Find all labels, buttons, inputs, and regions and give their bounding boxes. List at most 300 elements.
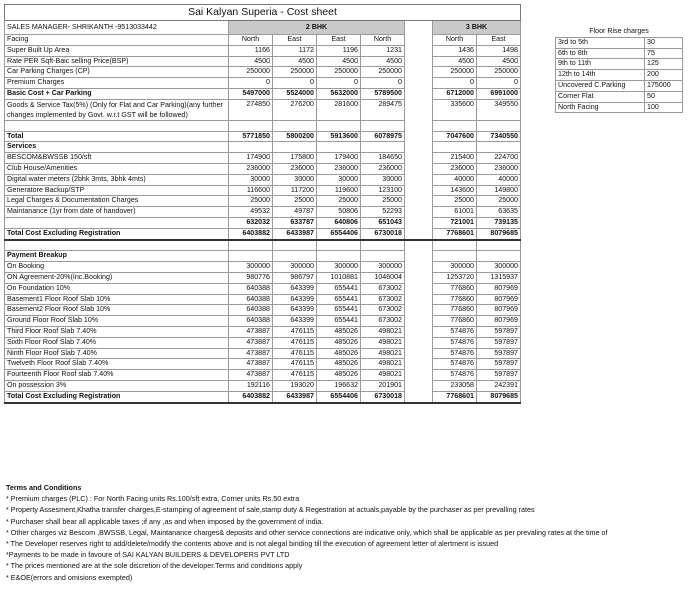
value-cell: 6554406 bbox=[317, 391, 361, 402]
value-cell: 30000 bbox=[273, 174, 317, 185]
value-cell: 473887 bbox=[229, 337, 273, 348]
value-cell: 574876 bbox=[433, 326, 477, 337]
floor-rise-panel bbox=[555, 27, 683, 113]
value-cell: 597897 bbox=[477, 370, 521, 381]
column-gap bbox=[405, 21, 433, 35]
value-cell: 986797 bbox=[273, 272, 317, 283]
value-cell: 116600 bbox=[229, 185, 273, 196]
service-row bbox=[5, 185, 521, 196]
value-cell: 236000 bbox=[477, 163, 521, 174]
value-cell: 1315937 bbox=[477, 272, 521, 283]
value-cell: 632032 bbox=[229, 217, 273, 228]
value-cell: 1172 bbox=[273, 45, 317, 56]
floor-rise-label: 9th to 11th bbox=[556, 59, 645, 70]
value-cell: 25000 bbox=[229, 196, 273, 207]
value-cell: 250000 bbox=[273, 67, 317, 78]
value-cell: 0 bbox=[229, 78, 273, 89]
floor-rise-label: 6th to 8th bbox=[556, 48, 645, 59]
value-cell: 49787 bbox=[273, 207, 317, 218]
column-gap bbox=[405, 272, 433, 283]
title-row bbox=[5, 5, 521, 21]
value-cell: 574876 bbox=[433, 359, 477, 370]
column-gap bbox=[405, 120, 433, 131]
sales-manager: SALES MANAGER- SHRIKANTH -9513033442 bbox=[5, 21, 229, 35]
value-cell: 193020 bbox=[273, 380, 317, 391]
value-cell: 807969 bbox=[477, 283, 521, 294]
row-label: Ninth Floor Roof Slab 7.40% bbox=[5, 348, 229, 359]
value-cell: 807969 bbox=[477, 316, 521, 327]
value-cell: 7047600 bbox=[433, 131, 477, 142]
row-label: Ground Floor Roof Slab 10% bbox=[5, 316, 229, 327]
empty-cell bbox=[361, 240, 405, 251]
sheet-title: Sai Kalyan Superia - Cost sheet bbox=[5, 5, 521, 21]
empty-cell bbox=[477, 142, 521, 153]
column-gap bbox=[405, 228, 433, 239]
value-cell: 633787 bbox=[273, 217, 317, 228]
value-cell: 5497000 bbox=[229, 88, 273, 99]
empty-cell bbox=[229, 120, 273, 131]
value-cell: 5524000 bbox=[273, 88, 317, 99]
column-gap bbox=[405, 326, 433, 337]
column-gap bbox=[405, 294, 433, 305]
cost-row bbox=[5, 45, 521, 56]
payment-row bbox=[5, 380, 521, 391]
column-gap bbox=[405, 78, 433, 89]
value-cell: 184650 bbox=[361, 153, 405, 164]
empty-cell bbox=[273, 142, 317, 153]
column-gap bbox=[405, 217, 433, 228]
value-cell: 776860 bbox=[433, 294, 477, 305]
value-cell: 776860 bbox=[433, 283, 477, 294]
row-label: On Booking bbox=[5, 262, 229, 273]
value-cell: 485026 bbox=[317, 326, 361, 337]
value-cell: 4500 bbox=[317, 56, 361, 67]
value-cell: 5789500 bbox=[361, 88, 405, 99]
value-cell: 0 bbox=[477, 78, 521, 89]
value-cell: 673002 bbox=[361, 305, 405, 316]
value-cell: 25000 bbox=[477, 196, 521, 207]
payment-row bbox=[5, 337, 521, 348]
payment-row bbox=[5, 348, 521, 359]
value-cell: 30000 bbox=[361, 174, 405, 185]
floor-rise-label: 12th to 14th bbox=[556, 70, 645, 81]
column-gap bbox=[405, 380, 433, 391]
floor-rise-label: 3rd to 5th bbox=[556, 37, 645, 48]
value-cell: 0 bbox=[317, 78, 361, 89]
value-cell: 8079685 bbox=[477, 228, 521, 239]
value-cell: 0 bbox=[433, 78, 477, 89]
group-header-row bbox=[5, 21, 521, 35]
value-cell: 236000 bbox=[361, 163, 405, 174]
row-label: Twelveth Floor Roof Slab 7.40% bbox=[5, 359, 229, 370]
value-cell: 300000 bbox=[477, 262, 521, 273]
row-label: Sixth Floor Roof Slab 7.40% bbox=[5, 337, 229, 348]
section-label: Services bbox=[5, 142, 229, 153]
value-cell: 1436 bbox=[433, 45, 477, 56]
cost-table bbox=[4, 4, 521, 404]
value-cell: 25000 bbox=[433, 196, 477, 207]
column-gap bbox=[405, 262, 433, 273]
empty-cell bbox=[477, 251, 521, 262]
value-cell: 498021 bbox=[361, 359, 405, 370]
row-label: Super Built Up Area bbox=[5, 45, 229, 56]
column-gap bbox=[405, 142, 433, 153]
column-gap bbox=[405, 131, 433, 142]
value-cell: 643399 bbox=[273, 305, 317, 316]
facing-cell: North bbox=[229, 35, 273, 46]
value-cell: 776860 bbox=[433, 316, 477, 327]
value-cell: 6712000 bbox=[433, 88, 477, 99]
terms-item: * Other charges viz Bescom ,BWSSB, Legal, Maintanance charges& deposits and other service connections are indicative only, which shall be applicable as per prevaling rates at the time of bbox=[6, 527, 608, 537]
row-label: Premium Charges bbox=[5, 78, 229, 89]
floor-rise-row bbox=[556, 48, 683, 59]
value-cell: 250000 bbox=[229, 67, 273, 78]
facing-row bbox=[5, 35, 521, 46]
floor-rise-label: North Facing bbox=[556, 102, 645, 113]
payment-row bbox=[5, 272, 521, 283]
value-cell: 179400 bbox=[317, 153, 361, 164]
empty-cell bbox=[5, 240, 229, 251]
value-cell: 30000 bbox=[229, 174, 273, 185]
floor-rise-label: Corner Flat bbox=[556, 91, 645, 102]
column-gap bbox=[405, 283, 433, 294]
value-cell: 643399 bbox=[273, 316, 317, 327]
value-cell: 5800200 bbox=[273, 131, 317, 142]
value-cell: 143600 bbox=[433, 185, 477, 196]
column-gap bbox=[405, 56, 433, 67]
value-cell: 476115 bbox=[273, 326, 317, 337]
value-cell: 201901 bbox=[361, 380, 405, 391]
column-gap bbox=[405, 67, 433, 78]
cost-row bbox=[5, 56, 521, 67]
value-cell: 0 bbox=[361, 78, 405, 89]
value-cell: 807969 bbox=[477, 294, 521, 305]
value-cell: 640388 bbox=[229, 283, 273, 294]
payment-row bbox=[5, 326, 521, 337]
facing-cell: North bbox=[433, 35, 477, 46]
value-cell: 349550 bbox=[477, 99, 521, 120]
value-cell: 498021 bbox=[361, 326, 405, 337]
row-label: Club House/Amenities bbox=[5, 163, 229, 174]
value-cell: 6991000 bbox=[477, 88, 521, 99]
gst-row bbox=[5, 99, 521, 120]
services-total-row bbox=[5, 217, 521, 228]
terms-item: *Payments to be made in favoure of SAI KALYAN BUILDERS & DEVELOPERS PVT LTD bbox=[6, 550, 290, 560]
terms-item: * Property Assesment,Khatha transfer charges,E-stamping of agreement of sale,stamp duty & Regestration at actuals,payable by the purchaser as per prevalling rates bbox=[6, 505, 535, 515]
payment-row bbox=[5, 294, 521, 305]
facing-cell: East bbox=[477, 35, 521, 46]
floor-rise-value: 75 bbox=[645, 48, 683, 59]
payment-row bbox=[5, 262, 521, 273]
column-gap bbox=[405, 163, 433, 174]
value-cell: 1010881 bbox=[317, 272, 361, 283]
service-row bbox=[5, 196, 521, 207]
value-cell: 233058 bbox=[433, 380, 477, 391]
value-cell: 476115 bbox=[273, 370, 317, 381]
value-cell: 25000 bbox=[273, 196, 317, 207]
value-cell: 655441 bbox=[317, 305, 361, 316]
floor-rise-row bbox=[556, 80, 683, 91]
column-gap bbox=[405, 196, 433, 207]
value-cell: 50806 bbox=[317, 207, 361, 218]
value-cell: 1166 bbox=[229, 45, 273, 56]
payment-row bbox=[5, 305, 521, 316]
value-cell: 980776 bbox=[229, 272, 273, 283]
value-cell: 739135 bbox=[477, 217, 521, 228]
value-cell: 25000 bbox=[317, 196, 361, 207]
value-cell: 6403882 bbox=[229, 228, 273, 239]
payment-row bbox=[5, 359, 521, 370]
column-gap bbox=[405, 99, 433, 120]
column-gap bbox=[405, 391, 433, 402]
floor-rise-row bbox=[556, 102, 683, 113]
value-cell: 250000 bbox=[361, 67, 405, 78]
floor-rise-table bbox=[555, 27, 683, 113]
row-label: Total Cost Excluding Registration bbox=[5, 228, 229, 239]
value-cell: 6403882 bbox=[229, 391, 273, 402]
value-cell: 289475 bbox=[361, 99, 405, 120]
value-cell: 61001 bbox=[433, 207, 477, 218]
value-cell: 643399 bbox=[273, 283, 317, 294]
value-cell: 281600 bbox=[317, 99, 361, 120]
value-cell: 1046004 bbox=[361, 272, 405, 283]
value-cell: 236000 bbox=[273, 163, 317, 174]
floor-rise-row bbox=[556, 59, 683, 70]
row-label: Goods & Service Tax(5%) (Only for Flat and Car Parking)(any further changes implemented by Govt. w.r.t GST will be followed) bbox=[5, 99, 229, 120]
value-cell: 215400 bbox=[433, 153, 477, 164]
spacer-row bbox=[5, 120, 521, 131]
floor-rise-value: 200 bbox=[645, 70, 683, 81]
value-cell: 300000 bbox=[433, 262, 477, 273]
column-gap bbox=[405, 174, 433, 185]
value-cell: 335600 bbox=[433, 99, 477, 120]
empty-cell bbox=[477, 120, 521, 131]
value-cell: 250000 bbox=[433, 67, 477, 78]
row-label: Facing bbox=[5, 35, 229, 46]
group-3bhk: 3 BHK bbox=[433, 21, 521, 35]
value-cell: 4500 bbox=[361, 56, 405, 67]
value-cell: 250000 bbox=[477, 67, 521, 78]
value-cell: 276200 bbox=[273, 99, 317, 120]
payment-row bbox=[5, 316, 521, 327]
empty-cell bbox=[317, 240, 361, 251]
empty-cell bbox=[317, 251, 361, 262]
value-cell: 6433987 bbox=[273, 391, 317, 402]
total-row bbox=[5, 131, 521, 142]
row-label: Total bbox=[5, 131, 229, 142]
value-cell: 6730018 bbox=[361, 391, 405, 402]
value-cell: 5771850 bbox=[229, 131, 273, 142]
value-cell: 640388 bbox=[229, 294, 273, 305]
column-gap bbox=[405, 207, 433, 218]
floor-rise-value: 50 bbox=[645, 91, 683, 102]
value-cell: 498021 bbox=[361, 370, 405, 381]
value-cell: 476115 bbox=[273, 348, 317, 359]
floor-rise-row bbox=[556, 91, 683, 102]
column-gap bbox=[405, 251, 433, 262]
row-label: Digital water meters (2bhk 3mts, 3bhk 4mts) bbox=[5, 174, 229, 185]
empty-cell bbox=[361, 251, 405, 262]
total-excl-row bbox=[5, 228, 521, 239]
empty-cell bbox=[433, 142, 477, 153]
empty-cell bbox=[273, 240, 317, 251]
value-cell: 651043 bbox=[361, 217, 405, 228]
terms-list bbox=[6, 493, 608, 583]
row-label: Fourteenth Floor Roof slab 7.40% bbox=[5, 370, 229, 381]
empty-cell bbox=[433, 120, 477, 131]
column-gap bbox=[405, 35, 433, 46]
cost-row bbox=[5, 67, 521, 78]
value-cell: 123100 bbox=[361, 185, 405, 196]
facing-cell: North bbox=[361, 35, 405, 46]
column-gap bbox=[405, 153, 433, 164]
floor-rise-label: Uncovered C.Parking bbox=[556, 80, 645, 91]
value-cell: 192116 bbox=[229, 380, 273, 391]
services-header-row bbox=[5, 142, 521, 153]
value-cell: 640388 bbox=[229, 316, 273, 327]
value-cell: 473887 bbox=[229, 359, 273, 370]
value-cell: 574876 bbox=[433, 348, 477, 359]
value-cell: 40000 bbox=[433, 174, 477, 185]
value-cell: 119600 bbox=[317, 185, 361, 196]
value-cell: 236000 bbox=[317, 163, 361, 174]
value-cell: 485026 bbox=[317, 337, 361, 348]
row-label: ON Agreement-20%(Inc.Booking) bbox=[5, 272, 229, 283]
value-cell: 236000 bbox=[433, 163, 477, 174]
value-cell: 175800 bbox=[273, 153, 317, 164]
value-cell: 7340550 bbox=[477, 131, 521, 142]
service-row bbox=[5, 207, 521, 218]
service-row bbox=[5, 174, 521, 185]
value-cell: 6433987 bbox=[273, 228, 317, 239]
value-cell: 640388 bbox=[229, 305, 273, 316]
terms-item: * Premium charges (PLC) : For North Facing units Rs.100/sft extra, Corner units Rs.50 extra bbox=[6, 494, 300, 504]
value-cell: 8079685 bbox=[477, 391, 521, 402]
row-label: Maintanance (1yr from date of handover) bbox=[5, 207, 229, 218]
value-cell: 196632 bbox=[317, 380, 361, 391]
payment-row bbox=[5, 283, 521, 294]
column-gap bbox=[405, 185, 433, 196]
value-cell: 300000 bbox=[229, 262, 273, 273]
floor-rise-value: 125 bbox=[645, 59, 683, 70]
payment-row bbox=[5, 370, 521, 381]
value-cell: 655441 bbox=[317, 283, 361, 294]
value-cell: 476115 bbox=[273, 337, 317, 348]
empty-cell bbox=[361, 142, 405, 153]
value-cell: 117200 bbox=[273, 185, 317, 196]
value-cell: 274850 bbox=[229, 99, 273, 120]
value-cell: 6078975 bbox=[361, 131, 405, 142]
column-gap bbox=[405, 305, 433, 316]
terms-item: * The prices mentioned are at the sole discretion of the developer.Terms and conditions apply bbox=[6, 561, 303, 571]
column-gap bbox=[405, 337, 433, 348]
value-cell: 4500 bbox=[229, 56, 273, 67]
value-cell: 1498 bbox=[477, 45, 521, 56]
value-cell: 5913600 bbox=[317, 131, 361, 142]
floor-rise-title: Floor Rise charges bbox=[589, 27, 649, 35]
empty-cell bbox=[229, 251, 273, 262]
payment-header-row bbox=[5, 251, 521, 262]
empty-cell bbox=[361, 120, 405, 131]
value-cell: 498021 bbox=[361, 337, 405, 348]
group-2bhk: 2 BHK bbox=[229, 21, 405, 35]
value-cell: 7768601 bbox=[433, 228, 477, 239]
value-cell: 597897 bbox=[477, 348, 521, 359]
value-cell: 6554406 bbox=[317, 228, 361, 239]
value-cell: 63635 bbox=[477, 207, 521, 218]
facing-cell: East bbox=[317, 35, 361, 46]
row-label: Total Cost Excluding Registration bbox=[5, 391, 229, 402]
value-cell: 149800 bbox=[477, 185, 521, 196]
value-cell: 673002 bbox=[361, 316, 405, 327]
value-cell: 300000 bbox=[361, 262, 405, 273]
service-row bbox=[5, 163, 521, 174]
floor-rise-row bbox=[556, 37, 683, 48]
value-cell: 655441 bbox=[317, 316, 361, 327]
basic-cost-row bbox=[5, 88, 521, 99]
row-label: Car Parking Charges (CP) bbox=[5, 67, 229, 78]
value-cell: 498021 bbox=[361, 348, 405, 359]
empty-cell bbox=[229, 240, 273, 251]
value-cell: 476115 bbox=[273, 359, 317, 370]
column-gap bbox=[405, 316, 433, 327]
value-cell: 807969 bbox=[477, 305, 521, 316]
value-cell: 473887 bbox=[229, 370, 273, 381]
empty-cell bbox=[317, 120, 361, 131]
spacer-row bbox=[5, 240, 521, 251]
empty-cell bbox=[477, 240, 521, 251]
row-label: Third Floor Roof Slab 7.40% bbox=[5, 326, 229, 337]
row-label: Legal Charges & Documentation Charges bbox=[5, 196, 229, 207]
column-gap bbox=[405, 348, 433, 359]
value-cell: 485026 bbox=[317, 348, 361, 359]
empty-cell bbox=[433, 251, 477, 262]
value-cell: 224700 bbox=[477, 153, 521, 164]
value-cell: 4500 bbox=[433, 56, 477, 67]
column-gap bbox=[405, 240, 433, 251]
floor-rise-value: 30 bbox=[645, 37, 683, 48]
terms-item: * E&OE(errors and omisions exempted) bbox=[6, 572, 133, 582]
row-label: Rate PER Sqft-Baic selling Price(BSP) bbox=[5, 56, 229, 67]
row-label bbox=[5, 217, 229, 228]
column-gap bbox=[405, 45, 433, 56]
value-cell: 485026 bbox=[317, 359, 361, 370]
value-cell: 40000 bbox=[477, 174, 521, 185]
value-cell: 30000 bbox=[317, 174, 361, 185]
facing-cell: East bbox=[273, 35, 317, 46]
floor-rise-row bbox=[556, 70, 683, 81]
row-label: Basic Cost + Car Parking bbox=[5, 88, 229, 99]
value-cell: 242391 bbox=[477, 380, 521, 391]
value-cell: 643399 bbox=[273, 294, 317, 305]
value-cell: 7768601 bbox=[433, 391, 477, 402]
value-cell: 473887 bbox=[229, 348, 273, 359]
value-cell: 597897 bbox=[477, 326, 521, 337]
empty-cell bbox=[317, 142, 361, 153]
value-cell: 640806 bbox=[317, 217, 361, 228]
floor-rise-value: 100 bbox=[645, 102, 683, 113]
value-cell: 300000 bbox=[273, 262, 317, 273]
value-cell: 597897 bbox=[477, 337, 521, 348]
value-cell: 473887 bbox=[229, 326, 273, 337]
empty-cell bbox=[433, 240, 477, 251]
value-cell: 597897 bbox=[477, 359, 521, 370]
value-cell: 655441 bbox=[317, 294, 361, 305]
row-label: Generatore Backup/STP bbox=[5, 185, 229, 196]
payments-total-row bbox=[5, 391, 521, 402]
row-label: On possession 3% bbox=[5, 380, 229, 391]
value-cell: 485026 bbox=[317, 370, 361, 381]
